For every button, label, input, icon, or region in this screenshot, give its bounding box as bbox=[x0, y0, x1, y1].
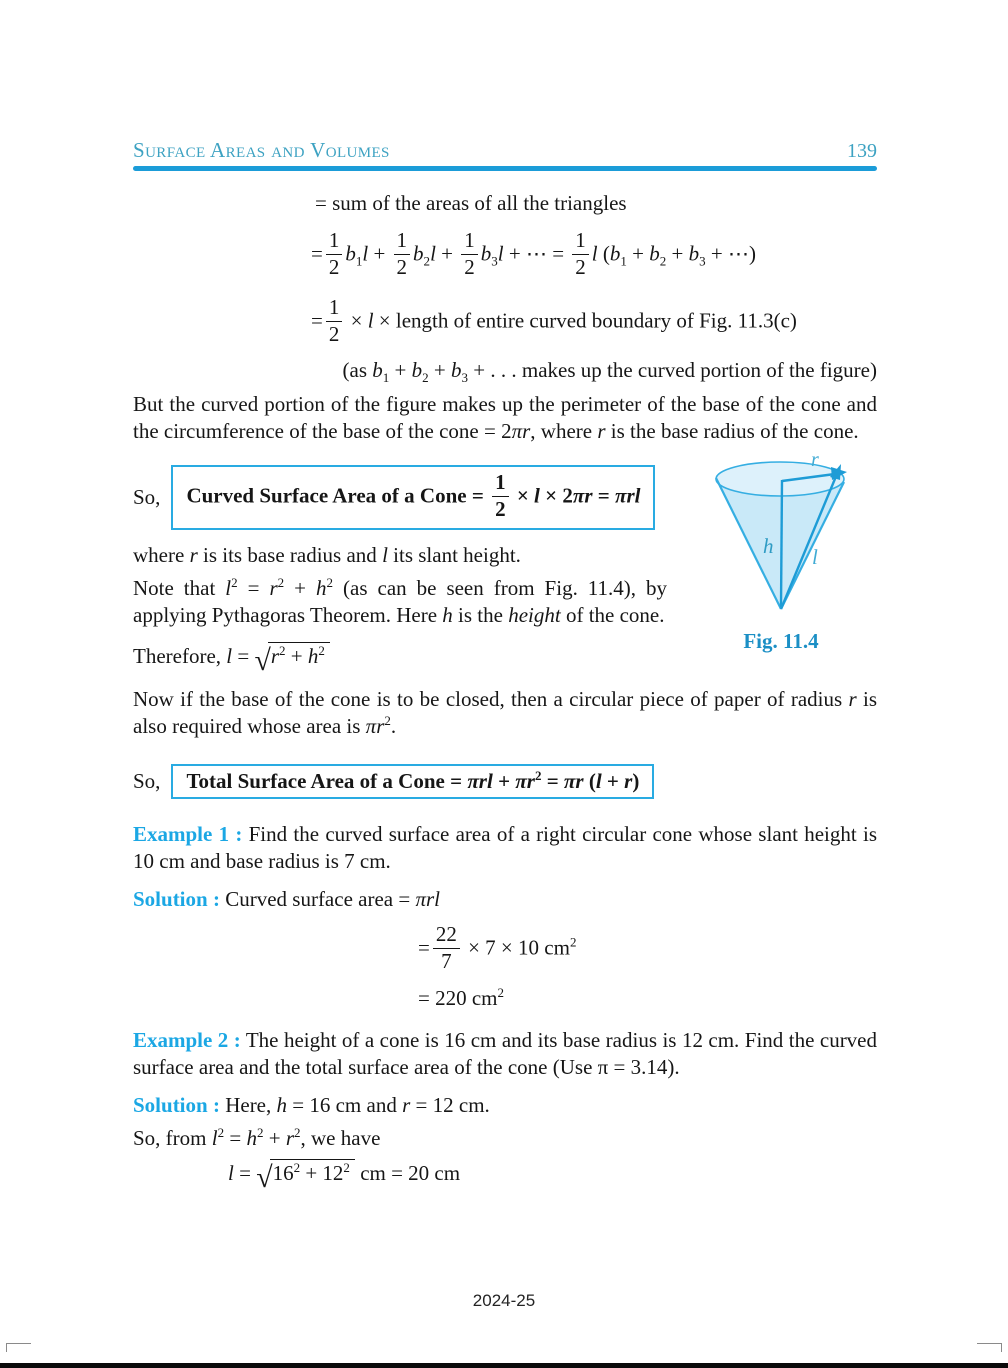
math-var: r bbox=[478, 769, 487, 794]
text-segment: Curved surface area = bbox=[219, 887, 416, 912]
fraction-numerator: 1 bbox=[326, 229, 343, 255]
formula-title: Total Surface Area of a Cone = bbox=[186, 769, 468, 794]
plus-sign: + bbox=[263, 1126, 286, 1151]
fraction-denominator: 2 bbox=[396, 254, 408, 279]
radical-sign: √ bbox=[254, 643, 271, 677]
math-sub: 3 bbox=[491, 253, 498, 269]
math-var: h bbox=[276, 1093, 288, 1118]
times-sign: × bbox=[373, 308, 396, 333]
text-segment: Here, bbox=[219, 1093, 277, 1118]
example2-slant-calc bbox=[133, 1159, 877, 1195]
example1-calc bbox=[133, 922, 877, 977]
example2-statement bbox=[133, 1027, 877, 1081]
dots-close-paren: + ⋯) bbox=[705, 241, 756, 266]
fraction-denominator: 2 bbox=[575, 254, 586, 279]
fraction bbox=[326, 296, 343, 346]
text-segment: Find the curved surface area of a right circular cone whose slant height is 10 cm and base radius is 7 cm. bbox=[133, 822, 877, 874]
paragraph-but-curved bbox=[133, 391, 877, 445]
fraction bbox=[394, 229, 411, 279]
math-var: r bbox=[584, 483, 593, 508]
math-sup: 2 bbox=[279, 643, 286, 659]
math-var-pi: π bbox=[467, 769, 479, 794]
math-sup: 2 bbox=[384, 713, 391, 729]
math-sub: 3 bbox=[461, 370, 469, 386]
example1-statement bbox=[133, 821, 877, 875]
math-var-pi: π bbox=[515, 769, 527, 794]
plus-sign: + bbox=[285, 644, 308, 669]
emphasized-word: height bbox=[508, 603, 561, 628]
crop-mark-left bbox=[6, 1343, 31, 1352]
plus-sign: + bbox=[389, 358, 412, 383]
text-segment: is the bbox=[452, 603, 509, 628]
equals-sign: = bbox=[592, 483, 615, 508]
fraction-numerator: 1 bbox=[394, 229, 411, 255]
math-var: l bbox=[430, 241, 436, 266]
radicand bbox=[270, 1159, 355, 1186]
times-two: × 2 bbox=[539, 483, 573, 508]
math-var: l bbox=[486, 769, 493, 794]
text-segment: cm = 20 cm bbox=[354, 1161, 461, 1186]
fraction-numerator: 1 bbox=[326, 296, 343, 322]
fraction bbox=[492, 471, 509, 521]
fraction-denominator: 2 bbox=[464, 254, 475, 279]
math-sup: 2 bbox=[318, 643, 325, 659]
cone-base-ellipse bbox=[716, 462, 844, 496]
plus-sign: + bbox=[428, 358, 451, 383]
page-content bbox=[133, 138, 877, 1193]
derivation-line-as bbox=[133, 358, 877, 386]
page-bottom-rule bbox=[0, 1363, 1008, 1368]
so-label: So, bbox=[133, 485, 161, 510]
math-var: r bbox=[269, 576, 278, 601]
math-number: 16 bbox=[272, 1161, 294, 1186]
square-root bbox=[254, 642, 329, 675]
math-var: l bbox=[634, 483, 641, 508]
math-var: l bbox=[226, 644, 233, 669]
times-sign: × bbox=[511, 483, 535, 508]
math-var: l bbox=[362, 241, 369, 266]
math-sup: 2 bbox=[256, 1125, 264, 1141]
equals-sign: = bbox=[418, 935, 430, 960]
page-number: 139 bbox=[847, 140, 877, 162]
math-var: b bbox=[480, 241, 492, 266]
text-segment: Now if the base of the cone is to be closed, then a circular piece of paper of radius bbox=[133, 687, 849, 712]
so-label: So, bbox=[133, 769, 161, 794]
equals-sign: = bbox=[311, 308, 323, 333]
math-sup: 2 bbox=[293, 1160, 301, 1176]
text-segment: But the curved portion of the figure makes up the perimeter of the base of the cone and the circumference of the base of the cone = 2 bbox=[133, 392, 877, 444]
text-segment: its slant height. bbox=[387, 543, 521, 568]
math-var: r bbox=[270, 644, 280, 669]
dots-equals: + ⋯ = bbox=[503, 241, 570, 266]
solution-label: Solution : bbox=[133, 1093, 220, 1118]
math-var: l bbox=[228, 1161, 234, 1186]
fraction-numerator: 1 bbox=[461, 229, 478, 255]
math-sub: 1 bbox=[355, 253, 363, 269]
formula-title: Curved Surface Area of a Cone = bbox=[186, 483, 490, 508]
math-sub: 3 bbox=[699, 253, 706, 269]
header-rule bbox=[133, 166, 877, 171]
text-segment: So, from bbox=[133, 1126, 212, 1151]
text-segment: length of entire curved boundary of Fig. 11.3(c) bbox=[395, 308, 797, 333]
math-var: b bbox=[609, 241, 621, 266]
math-var: b bbox=[411, 358, 423, 383]
math-var-pi: π bbox=[572, 483, 585, 508]
math-sub: 2 bbox=[659, 253, 667, 269]
square-root bbox=[256, 1159, 355, 1195]
close-paren: ) bbox=[632, 769, 640, 794]
math-var: r bbox=[402, 1093, 411, 1118]
plus-sign: + bbox=[626, 241, 650, 266]
label-h: h bbox=[763, 534, 774, 559]
fraction bbox=[326, 229, 343, 279]
math-var-pi: π bbox=[614, 483, 627, 508]
text-segment: = 220 cm bbox=[418, 986, 498, 1011]
open-paren: ( bbox=[597, 241, 610, 266]
derivation-line-sum bbox=[133, 191, 877, 216]
math-var: l bbox=[211, 1126, 218, 1151]
equals-sign: = bbox=[224, 1126, 247, 1151]
math-sup: 2 bbox=[343, 1160, 350, 1176]
text-segment: where bbox=[133, 543, 190, 568]
text-segment: (as can be seen from Fig. 11.4), by applying Pythagoras Theorem. Here bbox=[133, 576, 668, 628]
text-segment: × 7 × 10 cm bbox=[462, 935, 570, 960]
footer-year: 2024-25 bbox=[472, 1291, 536, 1310]
times-sign: × bbox=[345, 308, 368, 333]
math-var: h bbox=[307, 644, 319, 669]
fraction bbox=[572, 229, 589, 279]
text-segment: Therefore, bbox=[133, 644, 227, 669]
fraction-numerator: 1 bbox=[492, 471, 509, 497]
math-sup: 2 bbox=[326, 575, 334, 591]
text-segment: is its base radius and bbox=[197, 543, 383, 568]
height-line bbox=[781, 480, 782, 607]
math-var: r bbox=[425, 887, 435, 912]
equals-sign: = bbox=[232, 644, 255, 669]
figure-cone bbox=[685, 451, 877, 654]
text-segment: , where bbox=[530, 419, 598, 444]
text-segment: = sum of the areas of all the triangles bbox=[315, 191, 627, 215]
crop-mark-right bbox=[977, 1343, 1002, 1352]
math-sub: 1 bbox=[382, 370, 390, 386]
example2-solution bbox=[133, 1092, 877, 1119]
text-segment: (as bbox=[342, 358, 373, 383]
math-sup: 2 bbox=[294, 1125, 301, 1141]
fraction bbox=[461, 229, 478, 279]
math-var: r bbox=[526, 769, 535, 794]
solution-label: Solution : bbox=[133, 887, 220, 912]
fraction bbox=[433, 923, 460, 973]
example1-label: Example 1 : bbox=[133, 822, 243, 847]
math-var: b bbox=[688, 241, 700, 266]
equals-sign: = bbox=[311, 241, 323, 266]
math-var: h bbox=[442, 603, 453, 628]
paragraph-now bbox=[133, 686, 877, 740]
math-var: r bbox=[597, 419, 606, 444]
math-var: l bbox=[497, 241, 504, 266]
math-var-pi: π bbox=[365, 714, 377, 739]
text-segment: Note that bbox=[133, 576, 226, 601]
math-var: r bbox=[189, 543, 198, 568]
math-var: r bbox=[626, 483, 635, 508]
math-var-pi: π bbox=[511, 419, 523, 444]
equals-sign: = bbox=[237, 576, 270, 601]
plus-sign: + bbox=[666, 241, 689, 266]
math-sup: 2 bbox=[231, 575, 238, 591]
text-segment: is the base radius of the cone. bbox=[605, 419, 859, 444]
plus-sign: + bbox=[284, 576, 317, 601]
math-number: + 12 bbox=[300, 1161, 344, 1186]
math-var: b bbox=[345, 241, 356, 266]
math-sub: 2 bbox=[423, 253, 431, 269]
equals-sign: = bbox=[541, 769, 564, 794]
math-sup: 2 bbox=[534, 768, 542, 784]
equals-sign: = bbox=[233, 1161, 257, 1186]
text-segment: The height of a cone is 16 cm and its base radius is 12 cm. Find the curved surface area and the total surface area of the cone (Use π = 3.14). bbox=[133, 1028, 878, 1080]
chapter-title: Surface Areas and Volumes bbox=[133, 138, 390, 162]
math-var: l bbox=[595, 769, 602, 794]
math-var: r bbox=[285, 1126, 294, 1151]
math-var: b bbox=[413, 241, 424, 266]
label-r: r bbox=[811, 451, 819, 472]
math-var: h bbox=[316, 576, 327, 601]
math-var: r bbox=[848, 687, 857, 712]
text-segment: = 12 cm. bbox=[410, 1093, 490, 1118]
math-var: r bbox=[575, 769, 584, 794]
math-var: b bbox=[372, 358, 383, 383]
fraction-denominator: 2 bbox=[328, 321, 340, 346]
math-sub: 2 bbox=[422, 370, 429, 386]
math-var-pi: π bbox=[415, 887, 426, 912]
math-var: l bbox=[591, 241, 598, 266]
fraction-denominator: 2 bbox=[328, 254, 340, 279]
derivation-line-fractions bbox=[133, 228, 877, 283]
example2-label: Example 2 : bbox=[133, 1028, 241, 1053]
math-sup: 2 bbox=[497, 985, 505, 1001]
example1-solution bbox=[133, 886, 877, 913]
plus-sign: + bbox=[492, 769, 516, 794]
example1-result bbox=[133, 986, 877, 1011]
label-l: l bbox=[812, 545, 818, 570]
fraction-numerator: 1 bbox=[572, 229, 589, 255]
math-var: b bbox=[649, 241, 660, 266]
plus-sign: + bbox=[368, 241, 391, 266]
math-var: l bbox=[367, 308, 374, 333]
plus-sign: + bbox=[435, 241, 459, 266]
math-var: l bbox=[534, 483, 540, 508]
text-segment: , we have bbox=[300, 1126, 381, 1151]
fraction-denominator: 2 bbox=[495, 496, 506, 521]
math-var-pi: π bbox=[563, 769, 576, 794]
fraction-numerator: 22 bbox=[433, 923, 460, 949]
running-header bbox=[133, 138, 877, 163]
csa-formula-row bbox=[133, 465, 667, 530]
math-var: l bbox=[434, 887, 441, 912]
plus-sign: + bbox=[601, 769, 625, 794]
math-sup: 2 bbox=[277, 575, 285, 591]
text-segment: is also required whose area is bbox=[133, 687, 878, 739]
math-var: r bbox=[522, 419, 531, 444]
math-sup: 2 bbox=[217, 1125, 225, 1141]
fraction-denominator: 7 bbox=[441, 948, 452, 973]
cone-diagram bbox=[691, 451, 871, 619]
math-var: r bbox=[624, 769, 633, 794]
math-var: l bbox=[382, 543, 388, 568]
tsa-formula-row bbox=[133, 764, 877, 799]
text-segment: = 16 cm and bbox=[287, 1093, 403, 1118]
text-segment: + . . . makes up the curved portion of the figure) bbox=[468, 358, 877, 383]
math-var: b bbox=[451, 358, 462, 383]
math-var: l bbox=[225, 576, 232, 601]
math-sub: 1 bbox=[620, 253, 627, 269]
radical-sign: √ bbox=[256, 1161, 273, 1195]
open-paren: ( bbox=[583, 769, 596, 794]
tsa-formula-box bbox=[171, 764, 654, 799]
math-var: h bbox=[246, 1126, 257, 1151]
math-var: r bbox=[376, 714, 385, 739]
text-segment: . bbox=[390, 714, 397, 739]
figure-caption: Fig. 11.4 bbox=[743, 629, 819, 654]
text-segment: of the cone. bbox=[560, 603, 665, 628]
csa-formula-box bbox=[171, 465, 655, 530]
math-sup: 2 bbox=[569, 934, 577, 950]
radicand bbox=[268, 642, 330, 669]
example2-from-line bbox=[133, 1126, 877, 1151]
derivation-line-boundary bbox=[133, 295, 877, 350]
